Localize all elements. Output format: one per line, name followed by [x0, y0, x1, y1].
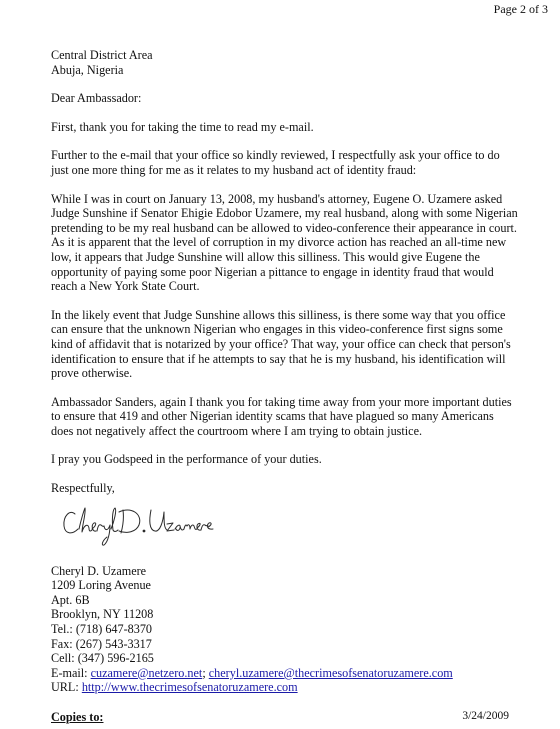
- paragraph-godspeed: I pray you Godspeed in the performance of your duties.: [51, 452, 322, 467]
- footer-date: 3/24/2009: [462, 710, 509, 723]
- sender-tel: Tel.: (718) 647-8370: [51, 622, 153, 637]
- letter-body: [51, 48, 519, 725]
- salutation: Dear Ambassador:: [51, 91, 142, 106]
- page-number: Page 2 of 3: [493, 2, 548, 16]
- email-separator: ;: [202, 665, 209, 680]
- signature-area: [51, 496, 519, 564]
- paragraph-affidavit: In the likely event that Judge Sunshine allows this silliness, is there some way that you office can ensure that the unknown Nigerian who engages in this video-conference first signs some kind of affidavit that is notarized by your office? That way, your office can check that person's identification to ensure that if he attempts to say that he is my husband, his identification will prove otherwise.: [51, 307, 511, 381]
- recipient-address: [51, 48, 519, 77]
- url-label: URL:: [51, 680, 82, 695]
- sender-email-line: [51, 666, 519, 681]
- address-line: Central District Area: [51, 48, 153, 62]
- sender-block: [51, 564, 519, 695]
- email-link-crimes-site[interactable]: cheryl.uzamere@thecrimesofsenatoruzamere.com: [208, 665, 453, 680]
- address-line: Abuja, Nigeria: [51, 62, 124, 77]
- sender-url-line: [51, 680, 519, 695]
- sender-apt: Apt. 6B: [51, 592, 90, 607]
- email-label: E-mail:: [51, 665, 91, 680]
- sender-city: Brooklyn, NY 11208: [51, 607, 154, 622]
- paragraph-court: While I was in court on January 13, 2008, my husband's attorney, Eugene O. Uzamere asked Judge Sunshine if Senator Ehigie Edobor Uzamere, my real husband, along with some Nigerian pretending to be my real husband can be allowed to video-conference their appearance in court. As it is apparent that the level of corruption in my divorce action has reached an all-time new low, it appears that Judge Sunshine will allow this silliness. This would give Eugene the opportunity of paying some poor Nigerian a pittance to engage in identity fraud that would reach a New York State Court.: [51, 191, 518, 294]
- handwritten-signature: [61, 498, 221, 550]
- email-link-netzero[interactable]: cuzamere@netzero.net: [90, 665, 203, 680]
- paragraph-intro: First, thank you for taking the time to read my e-mail.: [51, 119, 314, 134]
- sender-cell: Cell: (347) 596-2165: [51, 651, 154, 666]
- sender-street: 1209 Loring Avenue: [51, 578, 151, 593]
- paragraph-request: Further to the e-mail that your office so kindly reviewed, I respectfully ask your office to do just one more thing for me as it relates to my husband act of identity fraud:: [51, 148, 500, 177]
- sender-name: Cheryl D. Uzamere: [51, 563, 147, 578]
- closing: Respectfully,: [51, 481, 115, 496]
- paragraph-thanks: Ambassador Sanders, again I thank you for taking time away from your more important duties to ensure that 419 and other Nigerian identity scams that have plagued so many Americans does not negatively affect the courtroom where I am trying to obtain justice.: [51, 394, 512, 438]
- website-link[interactable]: http://www.thecrimesofsenatoruzamere.com: [81, 680, 298, 695]
- sender-fax: Fax: (267) 543-3317: [51, 636, 152, 651]
- copies-to-heading: Copies to:: [51, 710, 104, 724]
